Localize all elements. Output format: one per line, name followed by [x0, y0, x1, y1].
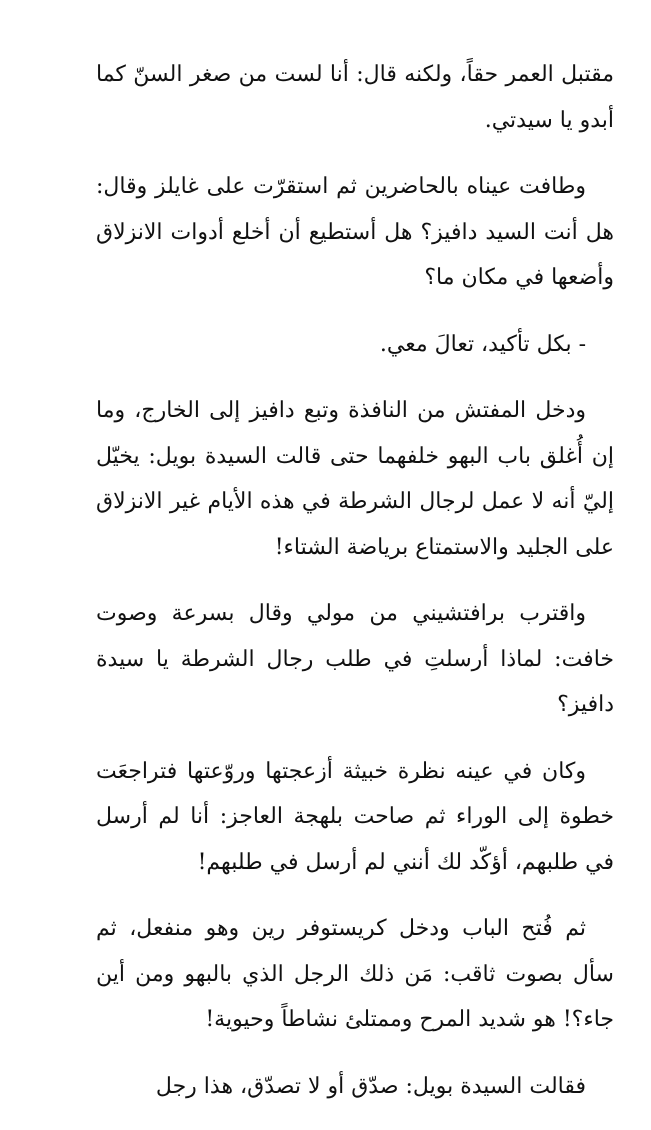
paragraph-2: وطافت عيناه بالحاضرين ثم استقرّت على غايلز وقال: هل أنت السيد دافيز؟ هل أستطيع أن أخلع أدوات الانزلاق وأضعها في مكان ما؟: [96, 174, 614, 290]
paragraph-1: مقتبل العمر حقاً، ولكنه قال: أنا لست من صغر السنّ كما أبدو يا سيدتي.: [96, 62, 614, 133]
paragraph-8: فقالت السيدة بويل: صدّق أو لا تصدّق، هذا رجل: [155, 1073, 586, 1099]
paragraph-4: ودخل المفتش من النافذة وتبع دافيز إلى الخارج، وما إن أُغلق باب البهو خلفهما حتى قالت السيدة بويل: يخيّل إليّ أنه لا عمل لرجال الشرطة في هذه الأيام غير الانزلاق على الجليد والاستمتاع برياضة الشتاء!: [96, 398, 614, 560]
paragraph-3-dialogue: - بكل تأكيد، تعالَ معي.: [379, 331, 586, 357]
paragraph-6: وكان في عينه نظرة خبيثة أزعجتها وروّعتها فتراجعَت خطوة إلى الوراء ثم صاحت بلهجة العاجز: أنا لم أرسل في طلبهم، أؤكّد لك أنني لم أرسل في طلبهم!: [96, 758, 614, 875]
paragraph-5: واقترب برافتشيني من مولي وقال بسرعة وصوت خافت: لماذا أرسلتِ في طلب رجال الشرطة يا سيدة دافيز؟: [96, 601, 614, 717]
book-page: [96, 52, 614, 1130]
paragraph-7: ثم فُتح الباب ودخل كريستوفر رين وهو منفعل، ثم سأل بصوت ثاقب: مَن ذلك الرجل الذي بالبهو ومن أين جاء؟! هو شديد المرح وممتلئ نشاطاً وحيوية!: [96, 916, 614, 1032]
